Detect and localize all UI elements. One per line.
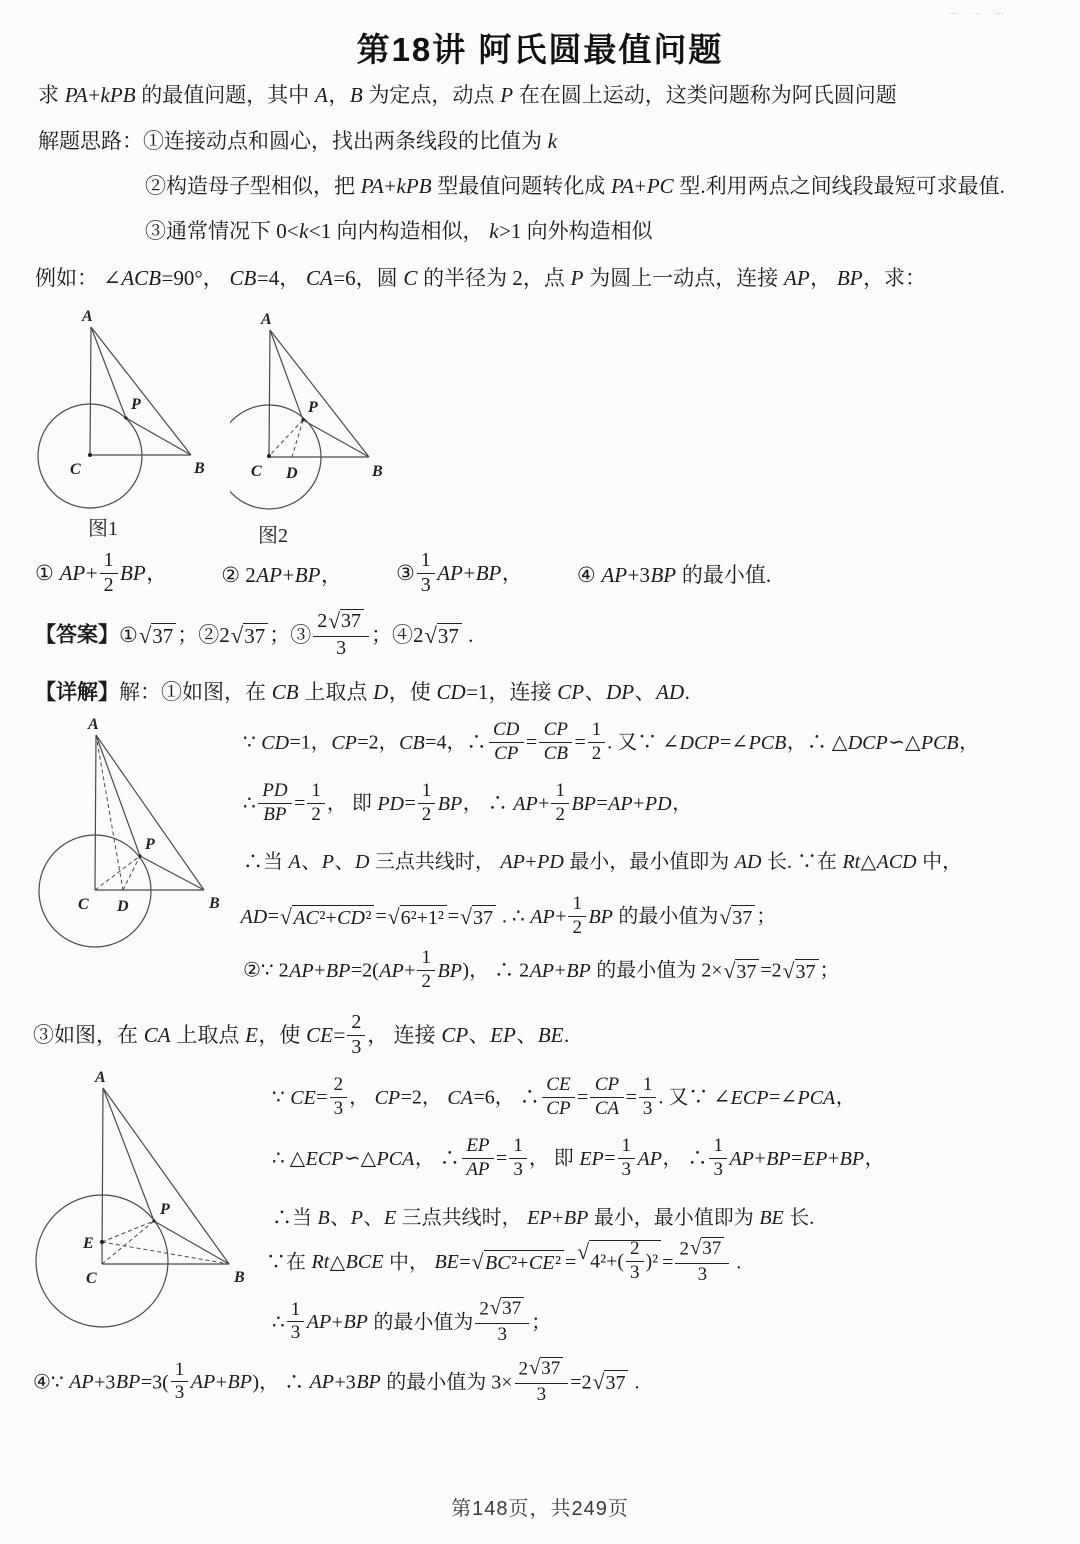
point-label-c: C — [251, 463, 262, 480]
questions-row — [35, 549, 772, 598]
page-title: 第18讲 阿氏圆最值问题 — [356, 31, 724, 68]
page-indicator: 第148页，共249页 — [451, 1498, 629, 1520]
point-label-p: P — [160, 1201, 170, 1218]
figure-1-caption: 图1 — [88, 518, 118, 540]
solution1-line-3: ∴当 A、P、D 三点共线时， AP+PD 最小，最小值即为 AD 长. ∵在 Rt△ACD 中， — [243, 851, 963, 873]
solution3-line-5: ∴ $\frac{1}{3}$ AP+BP 的最小值为 2 √ 37 3 ； — [272, 1297, 552, 1345]
solution1-line-1: ∵ CD=1，CP=2，CB=4，∴ $\frac{CD}{CP}$ = $\frac{CP}{CB}$ = $\frac{1}{2}$ . 又∵ ∠DCP=∠PCB，∴ △DCP∽△PCB， — [243, 719, 980, 764]
point-label-e: E — [83, 1235, 94, 1252]
point-label-d: D — [117, 898, 129, 915]
figure-2-caption: 图2 — [258, 525, 288, 547]
figure-2-diagram — [230, 300, 430, 552]
point-label-a: A — [95, 1070, 106, 1086]
question-1: ① AP+ $\frac{1}{2}$ BP， — [35, 549, 168, 596]
detail-line — [35, 679, 690, 705]
point-label-p: P — [308, 399, 318, 416]
question-3: ③ $\frac{1}{3}$ AP+BP， — [395, 549, 523, 596]
solution1-line-5: ②∵ 2AP+BP=2(AP+ $\frac{1}{2}$ BP)， ∴ 2AP+BP 的最小值为 2× √ 37 =2 √ 37 ； — [243, 947, 840, 992]
figure-1-diagram — [28, 305, 223, 545]
solution4-line: ④∵ AP+3BP=3( $\frac{1}{3}$ AP+BP)， ∴ AP+3BP 的最小值为 3× 2 √ 37 3 =2 √ 37 . — [33, 1357, 640, 1405]
solution1-line-2: ∴ $\frac{PD}{BP}$ = $\frac{1}{2}$ ， 即 PD= $\frac{1}{2}$ BP， ∴ AP+ $\frac{1}{2}$ BP=AP+PD， — [243, 780, 693, 825]
solving-idea-step-2: ②构造母子型相似，把 PA+kPB 型最值问题转化成 PA+PC 型.利用两点之间线段最短可求最值. — [145, 174, 1005, 198]
triangle-lines — [269, 330, 369, 457]
point-label-c: C — [86, 1270, 97, 1287]
example-statement: 例如： ∠ACB=90°， CB=4， CA=6，圆 C 的半径为 2，点 P 为圆上一动点，连接 AP， BP，求： — [35, 266, 927, 290]
triangle-lines — [95, 735, 204, 890]
point-p-dot — [301, 418, 304, 421]
point-label-p: P — [131, 396, 141, 413]
answer-label: 【答案】 — [35, 622, 119, 647]
point-label-a: A — [261, 311, 272, 328]
point-p-dot — [124, 416, 127, 419]
point-label-p: P — [145, 836, 155, 853]
solving-idea-step-1: 解题思路：①连接动点和圆心，找出两条线段的比值为 k — [38, 129, 558, 153]
point-e-dot — [100, 1240, 104, 1244]
point-label-a: A — [82, 308, 93, 325]
solution3-line-3: ∴当 B、P、E 三点共线时， EP+BP 最小，最小值即为 BE 长. — [272, 1207, 815, 1229]
solution3-line-1: ∵ CE= $\frac{2}{3}$ ， CP=2， CA=6， ∴ $\frac{CE}{CP}$ = $\frac{CP}{CA}$ = $\frac{1}{3}$ . 又∵ ∠ECP=∠PCA， — [272, 1074, 856, 1119]
point-label-c: C — [78, 896, 89, 913]
question-4: ④ AP+3BP 的最小值. — [576, 562, 772, 587]
answer-line — [35, 609, 474, 661]
triangle-lines — [90, 327, 191, 455]
point-c-dot — [267, 454, 271, 458]
solution3-line-2: ∴ △ECP∽△PCA， ∴ $\frac{EP}{AP}$ = $\frac{1}{3}$ ， 即 EP= $\frac{1}{3}$ AP， ∴ $\frac{1}{3}$ AP+BP=EP+BP， — [272, 1135, 885, 1180]
solution-figure-1-diagram — [33, 715, 238, 995]
section3-heading: ③如图，在 CA 上取点 E，使 CE= $\frac{2}{3}$ ， 连接 CP、EP、BE. — [33, 1011, 570, 1058]
intro-paragraph: 求 PA+kPB 的最值问题，其中 A，B 为定点，动点 P 在在圆上运动，这类问题称为阿氏圆问题 — [38, 83, 897, 107]
point-label-b: B — [194, 460, 205, 477]
point-label-c: C — [70, 461, 81, 478]
solution1-line-4: AD= √ AC²+CD² = √ 6²+1² = √ 37 . ∴ AP+ $\frac{1}{2}$ BP 的最小值为 √ 37 ； — [240, 893, 777, 938]
point-label-b: B — [372, 463, 383, 480]
question-2: ② 2AP+BP， — [221, 562, 342, 587]
point-label-d: D — [286, 465, 298, 482]
scan-artifact: ⋯ ⋯ ⋯ — [948, 8, 1010, 18]
point-label-a: A — [88, 716, 99, 733]
solution-figure-3-diagram — [23, 1070, 258, 1375]
point-label-b: B — [209, 895, 220, 912]
point-p-dot — [138, 854, 141, 857]
point-c-dot — [88, 453, 92, 457]
detail-label: 【详解】 — [35, 680, 119, 704]
point-p-dot — [152, 1219, 155, 1222]
detail-body: 解：①如图，在 CB 上取点 D，使 CD=1，连接 CP、DP、AD. — [119, 680, 690, 704]
solution3-line-4: ∵在 Rt△BCE 中， BE= √ BC²+CE² = √ 4²+( $\frac{2}{3}$ )² = 2 √ 37 3 . — [266, 1237, 742, 1285]
triangle-lines — [102, 1088, 229, 1264]
point-label-b: B — [234, 1269, 245, 1286]
answer-body: ① √ 37 ；②2 √ 37 ；③ 2 √ 37 3 ；④2 √ 37 . — [119, 609, 474, 659]
solving-idea-step-3: ③通常情况下 0<k<1 向内构造相似， k>1 向外构造相似 — [145, 219, 653, 243]
